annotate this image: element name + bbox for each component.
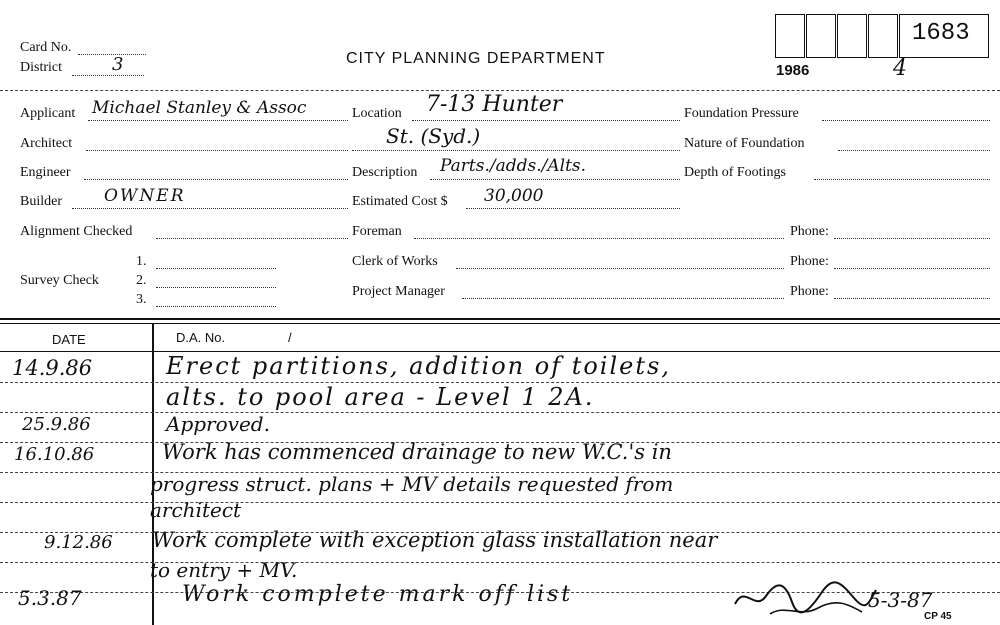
builder-label: Builder bbox=[20, 194, 62, 209]
clerk-phone-line bbox=[834, 268, 990, 269]
foreman-phone-line bbox=[834, 238, 990, 239]
foreman-phone-label: Phone: bbox=[790, 224, 829, 239]
number-box bbox=[868, 14, 898, 58]
year-suffix: 4 bbox=[893, 56, 907, 81]
header-divider bbox=[0, 90, 1000, 91]
log-text: to entry + MV. bbox=[150, 558, 298, 582]
pm-phone-line bbox=[834, 298, 990, 299]
log-text: progress struct. plans + MV details requested from bbox=[150, 472, 674, 496]
cost-label: Estimated Cost $ bbox=[352, 194, 448, 209]
cost-line bbox=[466, 208, 680, 209]
pm-line bbox=[462, 298, 784, 299]
district-value: 3 bbox=[112, 54, 124, 75]
foundation-pressure-label: Foundation Pressure bbox=[684, 106, 799, 121]
log-text: architect bbox=[150, 498, 242, 522]
footings-label: Depth of Footings bbox=[684, 165, 786, 180]
log-text: alts. to pool area - Level 1 2A. bbox=[166, 383, 595, 411]
survey-1-line bbox=[156, 268, 276, 269]
survey-2-line bbox=[156, 287, 276, 288]
survey-3-line bbox=[156, 306, 276, 307]
log-text: Approved. bbox=[166, 412, 270, 436]
da-header: D.A. No. bbox=[176, 330, 226, 345]
survey-2: 2. bbox=[136, 273, 147, 288]
description-value: Parts./adds./Alts. bbox=[440, 156, 587, 176]
architect-label: Architect bbox=[20, 136, 73, 151]
log-text: Erect partitions, addition of toilets, bbox=[166, 352, 671, 380]
foundation-nature-label: Nature of Foundation bbox=[684, 136, 805, 151]
location-label: Location bbox=[352, 106, 402, 121]
survey-label: Survey Check bbox=[20, 273, 99, 288]
district-line bbox=[72, 75, 144, 76]
district-label: District bbox=[20, 60, 62, 75]
number-box bbox=[775, 14, 805, 58]
location-value-2: St. (Syd.) bbox=[386, 124, 481, 148]
cost-value: 30,000 bbox=[484, 186, 544, 206]
log-text: Work complete mark off list bbox=[182, 582, 574, 607]
location-value: 7-13 Hunter bbox=[426, 92, 563, 117]
log-date: 9.12.86 bbox=[44, 532, 113, 553]
foreman-line bbox=[414, 238, 784, 239]
description-line bbox=[430, 179, 680, 180]
location-line-2 bbox=[352, 150, 680, 151]
pm-phone-label: Phone: bbox=[790, 284, 829, 299]
builder-value: OWNER bbox=[104, 186, 186, 206]
applicant-line bbox=[88, 120, 348, 121]
pm-label: Project Manager bbox=[352, 284, 445, 299]
architect-line bbox=[86, 150, 348, 151]
applicant-label: Applicant bbox=[20, 106, 76, 121]
log-date: 14.9.86 bbox=[12, 356, 93, 380]
clerk-line bbox=[456, 268, 784, 269]
builder-line bbox=[72, 208, 348, 209]
da-value: / bbox=[288, 330, 292, 345]
applicant-value: Michael Stanley & Assoc bbox=[92, 98, 307, 118]
log-date: 5.3.87 bbox=[18, 586, 82, 610]
alignment-label: Alignment Checked bbox=[20, 224, 133, 239]
log-top-rule-2 bbox=[0, 323, 1000, 324]
form-code: CP 45 bbox=[924, 611, 952, 622]
alignment-line bbox=[156, 238, 348, 239]
clerk-label: Clerk of Works bbox=[352, 254, 438, 269]
description-label: Description bbox=[352, 165, 418, 180]
signature bbox=[730, 574, 880, 620]
department-title: CITY PLANNING DEPARTMENT bbox=[346, 50, 606, 67]
location-line bbox=[412, 120, 680, 121]
footings-line bbox=[814, 179, 990, 180]
card-no-label: Card No. bbox=[20, 40, 72, 55]
foreman-label: Foreman bbox=[352, 224, 402, 239]
foundation-pressure-line bbox=[822, 120, 990, 121]
survey-3: 3. bbox=[136, 292, 147, 307]
clerk-phone-label: Phone: bbox=[790, 254, 829, 269]
log-date: 25.9.86 bbox=[22, 414, 91, 435]
log-text: Work complete with exception glass installation near bbox=[152, 528, 718, 552]
log-date: 16.10.86 bbox=[14, 444, 95, 465]
survey-1: 1. bbox=[136, 254, 147, 269]
log-text: Work has commenced drainage to new W.C.'s in bbox=[162, 440, 672, 464]
foundation-nature-line bbox=[838, 150, 990, 151]
log-line bbox=[0, 412, 1000, 413]
card-number: 1683 bbox=[912, 20, 970, 47]
date-header: DATE bbox=[52, 332, 86, 347]
log-top-rule bbox=[0, 318, 1000, 320]
engineer-label: Engineer bbox=[20, 165, 71, 180]
signoff-date: 5-3-87 bbox=[868, 588, 933, 612]
number-box bbox=[837, 14, 867, 58]
number-box bbox=[806, 14, 836, 58]
engineer-line bbox=[84, 179, 348, 180]
year: 1986 bbox=[776, 62, 810, 79]
